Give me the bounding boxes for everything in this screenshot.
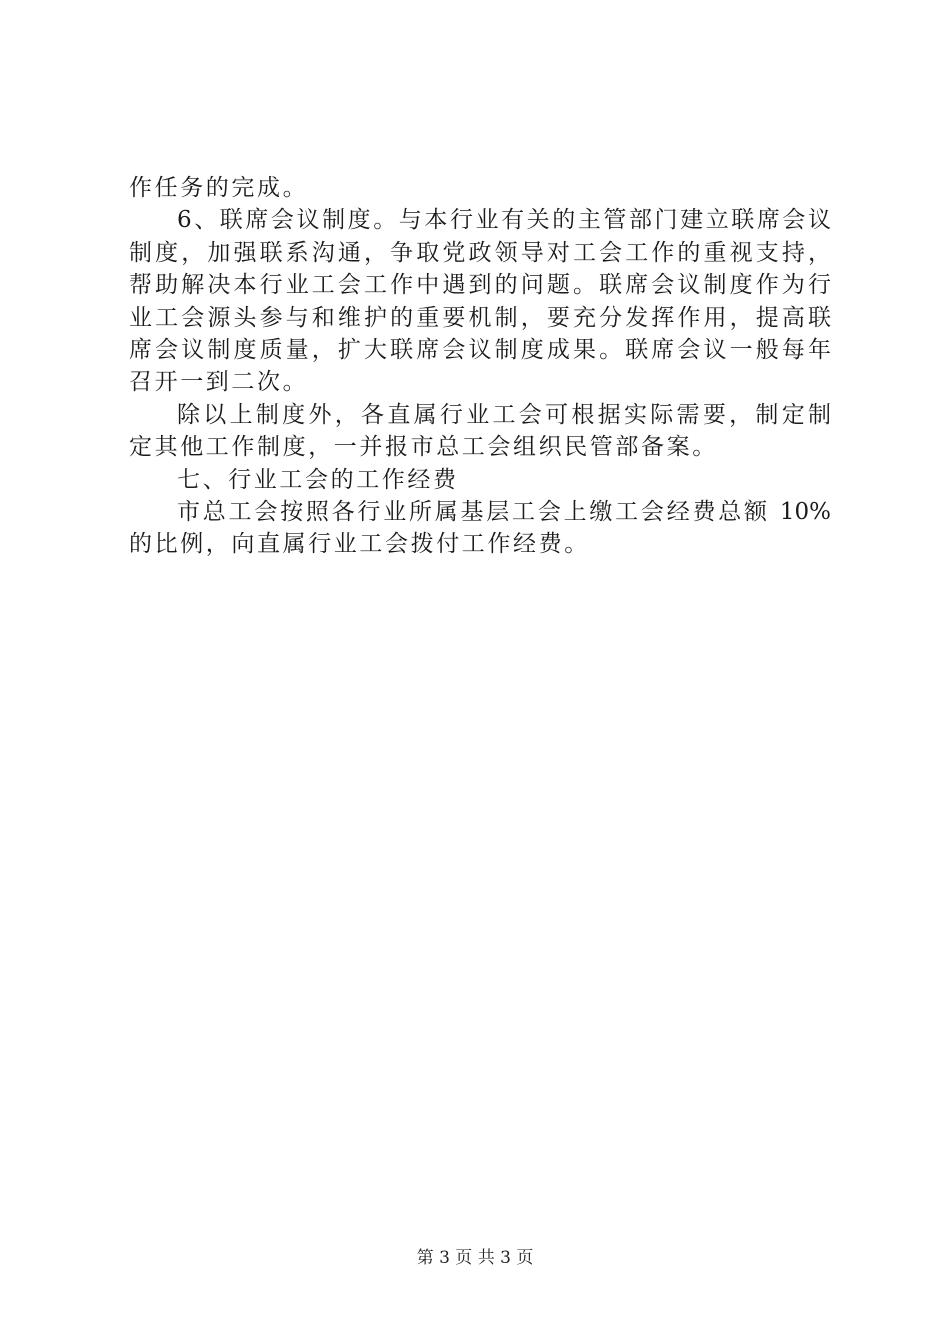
text-line: 作任务的完成。 [129,175,309,201]
text-line: 市总工会按照各行业所属基层工会上缴工会经费总额 10% [177,498,831,525]
text-line: 的比例，向直属行业工会拨付工作经费。 [129,531,590,558]
text-line: 业工会源头参与和维护的重要机制，要充分发挥作用，提高联 [129,304,831,331]
text-line: 召开一到二次。 [129,369,309,396]
section-heading: 七、行业工会的工作经费 [177,466,459,493]
text-line: 制度，加强联系沟通，争取党政领导对工会工作的重视支持， [129,239,831,266]
text-line: 帮助解决本行业工会工作中遇到的问题。联席会议制度作为行 [129,272,831,299]
text-line: 除以上制度外，各直属行业工会可根据实际需要，制定制 [177,401,831,428]
text-line: 席会议制度质量，扩大联席会议制度成果。联席会议一般每年 [129,336,831,363]
page-footer: 第 3 页 共 3 页 [416,1248,534,1268]
text-line: 6、联席会议制度。与本行业有关的主管部门建立联席会议 [177,207,831,234]
document-body [129,172,831,561]
text-line: 定其他工作制度，一并报市总工会组织民管部备案。 [129,434,718,461]
